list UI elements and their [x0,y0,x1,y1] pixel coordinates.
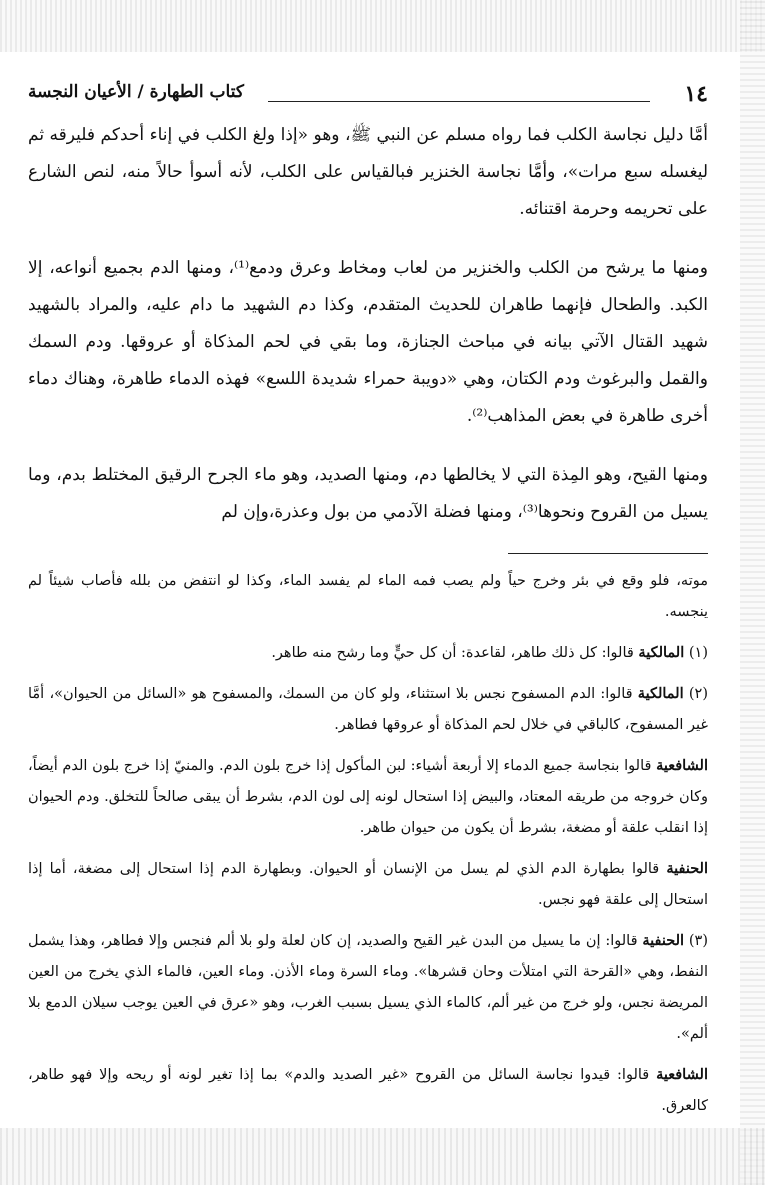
school-name: الحنفية [642,932,685,949]
footnote-text: قالوا بطهارة الدم الذي لم يسل من الإنسان أو الحيوان. وبطهارة الدم إذا استحال إلى مضغة، أما إذا استحال إلى علقة فهو نجس. [28,861,708,908]
scan-edge-right [740,0,765,1185]
footnote-2-shafii [28,750,708,844]
footnote-text: قالوا: إن ما يسيل من البدن غير القيح والصديد، إن كان لعلة ولو بلا ألم فنجس وإلا فطاهر، وهذا يشمل النفط، وهي «القرحة التي امتلأت وحان قشرها». وماء السرة وماء الأذن. وماء العين، فالماء الذي يخرج من العين المريضة نجس، ولو خرج من غير ألم، كالماء الذي يسيل بسبب الغرب، وهو «عرق في العين يوجب سيلان الدمع بلا ألم». [28,933,708,1042]
school-name: المالكية [638,644,685,661]
footnote-text: قالوا: كل ذلك طاهر، لقاعدة: أن كل حيٍّ وما رشح منه طاهر. [271,645,639,661]
school-name: المالكية [637,685,684,702]
footnotes [28,566,708,1122]
scan-edge-bottom [0,1128,765,1185]
main-paragraph: ومنها القيح، وهو المِذة التي لا يخالطها دم، ومنها الصديد، وهو ماء الجرح الرقيق المختلط بدم، وما يسيل من القروح ونحوها⁽³⁾، ومنها فضلة الآدمي من بول وعذرة،وإن لم [28,465,708,522]
school-name: الشافعية [656,1066,708,1083]
footnote-2-hanafi [28,853,708,916]
footnote-3-shafii [28,1059,708,1122]
main-paragraph: أمَّا دليل نجاسة الكلب فما رواه مسلم عن النبي ﷺ، وهو «إذا ولغ الكلب في إناء أحدكم فليرقه ثم ليغسله سبع مرات»، وأمَّا نجاسة الخنزير فبالقياس على الكلب، لأنه أسوأ حالاً منه، لنص الشارع على تحريمه وحرمة اقتنائه. [28,125,708,219]
footnote-text: قالوا: قيدوا نجاسة السائل من القروح «غير الصديد والدم» بما إذا تغير لونه أو ريحه وإلا فهو طاهر، كالعرق. [28,1067,708,1114]
school-name: الشافعية [656,757,708,774]
footnote-marker: (١) [688,645,708,661]
footnote-3 [28,925,708,1050]
footnote-2 [28,678,708,741]
main-paragraph: ومنها ما يرشح من الكلب والخنزير من لعاب ومخاط وعرق ودمع⁽¹⁾، ومنها الدم بجميع أنواعه، إلا الكبد. والطحال فإنهما طاهران للحديث المتقدم، وكذا دم الشهيد ما دام عليه، والمراد بالشهيد شهيد القتال الآتي بيانه في مباحث الجنازة، وما بقي في لحم المذكاة أو عروقها. ودم السمك والقمل والبرغوث ودم الكتان، وهي «دويبة حمراء شديدة اللسع» فهذه الدماء طاهرة، وهناك دماء أخرى طاهرة في بعض المذاهب⁽²⁾. [28,258,708,426]
page-header [28,75,708,117]
footnote-marker: (٢) [688,686,709,702]
footnote-text: قالوا: الدم المسفوح نجس بلا استثناء، ولو كان من السمك، والمسفوح هو «السائل من الحيوان»، أمَّا غير المسفوح، كالباقي في خلال لحم المذكاة أو عروقها فطاهر. [28,686,708,733]
running-title: كتاب الطهارة / الأعيان النجسة [28,82,244,102]
footnote-text: قالوا بنجاسة جميع الدماء إلا أربعة أشياء: لبن المأكول إذا خرج بلون الدم. والمنيّ إذا خرج بلون الدم أيضاً، وكان خروجه من طريقه المعتاد، والبيض إذا استحال لونه إلى لون الدم، بشرط أن يبقى صالحاً للتخلق. ودم الحيوان إذا انقلب علقة أو مضغة، بشرط أن يكون من حيوان طاهر. [28,758,708,836]
footnote-1 [28,637,708,669]
scan-edge-top [0,0,765,52]
footnote-continuation: موته، فلو وقع في بئر وخرج حياً ولم يصب فمه الماء لم يفسد الماء، وكذا لو انتفض من بلله فأصاب شيئاً لم ينجسه. [28,573,708,620]
footnote-marker: (٣) [688,933,709,949]
footnote-separator [508,553,708,554]
school-name: الحنفية [666,860,708,877]
book-page [28,75,708,1131]
page-number: ١٤ [684,81,708,107]
header-rule [268,101,650,102]
main-text [28,117,708,531]
